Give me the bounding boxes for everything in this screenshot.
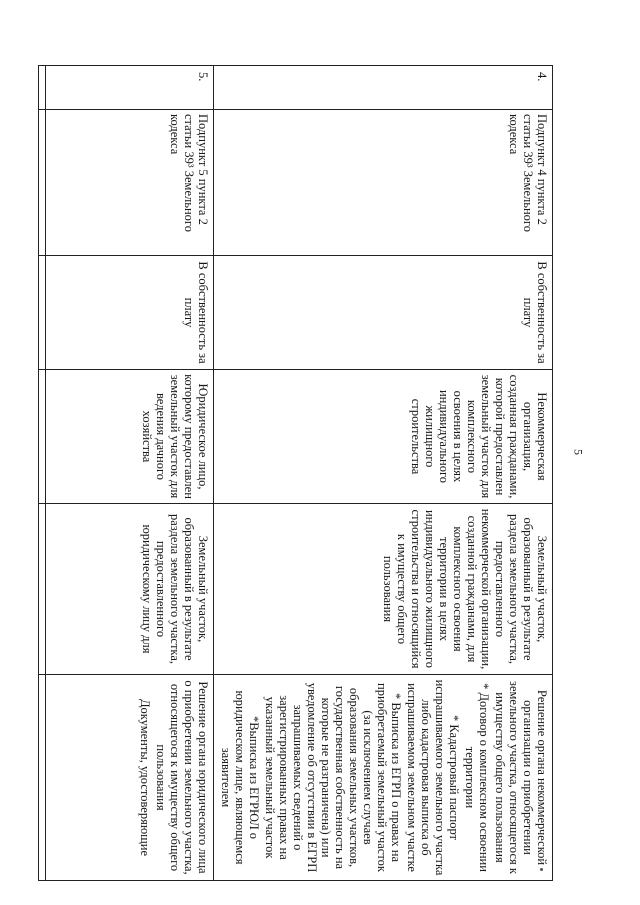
table-wrapper: [51, 65, 553, 880]
document-item: * Кадастровый паспорт испрашиваемого земельного участка либо кадастровая выписка об испрашиваемом земельном участке: [405, 679, 461, 876]
page-number: 5: [571, 449, 586, 455]
document-item: Решение органа юридического лица о приобретении земельного участка, относящегося к имуществу общего пользования: [154, 680, 210, 875]
document-item: *Выписка из ЕГРЮЛ о юридическом лице, являющемся заявителем: [219, 690, 261, 865]
document-item: * Выписка из ЕГРП о правах на приобретаемый земельный участок (за исключением случаев образования земельных участков, государственная собственность на которые не разграничена) или уведомление об отсутствии в ЕГРП запрашиваемых сведений о зарегистрированных правах на указанный земельный участок: [263, 682, 403, 873]
document-item: * Договор о комплексном освоении территории: [463, 683, 491, 872]
document-item: Решение органа некоммерческой организации о приобретении земельного участка, относящегося к имуществу общего пользования: [493, 681, 549, 874]
table-row-empty: [39, 66, 46, 881]
documents-cell: [214, 675, 553, 881]
row-number: 4.: [214, 66, 553, 110]
row-number: 5.: [46, 66, 214, 110]
applicant-cell: Юридическое лицо, которому предоставлен земельный участок для ведения дачного хозяйства: [46, 370, 214, 504]
document-item: Документы, удостоверяющие: [138, 698, 152, 857]
right-type-cell: В собственность за плату: [46, 256, 214, 370]
rotated-table-container: [51, 65, 553, 880]
land-provision-table: [38, 65, 553, 881]
land-plot-cell: Земельный участок, образованный в результате раздела земельного участка, предоставленного некоммерческой организации, созданной гражданами, для комплексного освоения территории в целях индивидуального жилищного строительства и относящийся к имуществу общего пользования: [214, 504, 553, 675]
applicant-cell: Некоммерческая организация, созданная гражданами, которой предоставлен земельный участок для комплексного освоения в целях индивидуального жилищного строительства: [214, 370, 553, 504]
land-plot-cell: Земельный участок, образованный в результате раздела земельного участка, предоставленного юридическому лицу для: [46, 504, 214, 675]
legal-basis-cell: Подпункт 4 пункта 2 статьи 39³ Земельного кодекса: [214, 110, 553, 256]
table-row: [46, 66, 214, 881]
right-type-cell: В собственность за плату: [214, 256, 553, 370]
legal-basis-cell: Подпункт 5 пункта 2 статьи 39³ Земельного кодекса: [46, 110, 214, 256]
documents-cell: [46, 675, 214, 881]
table-row: [214, 66, 553, 881]
